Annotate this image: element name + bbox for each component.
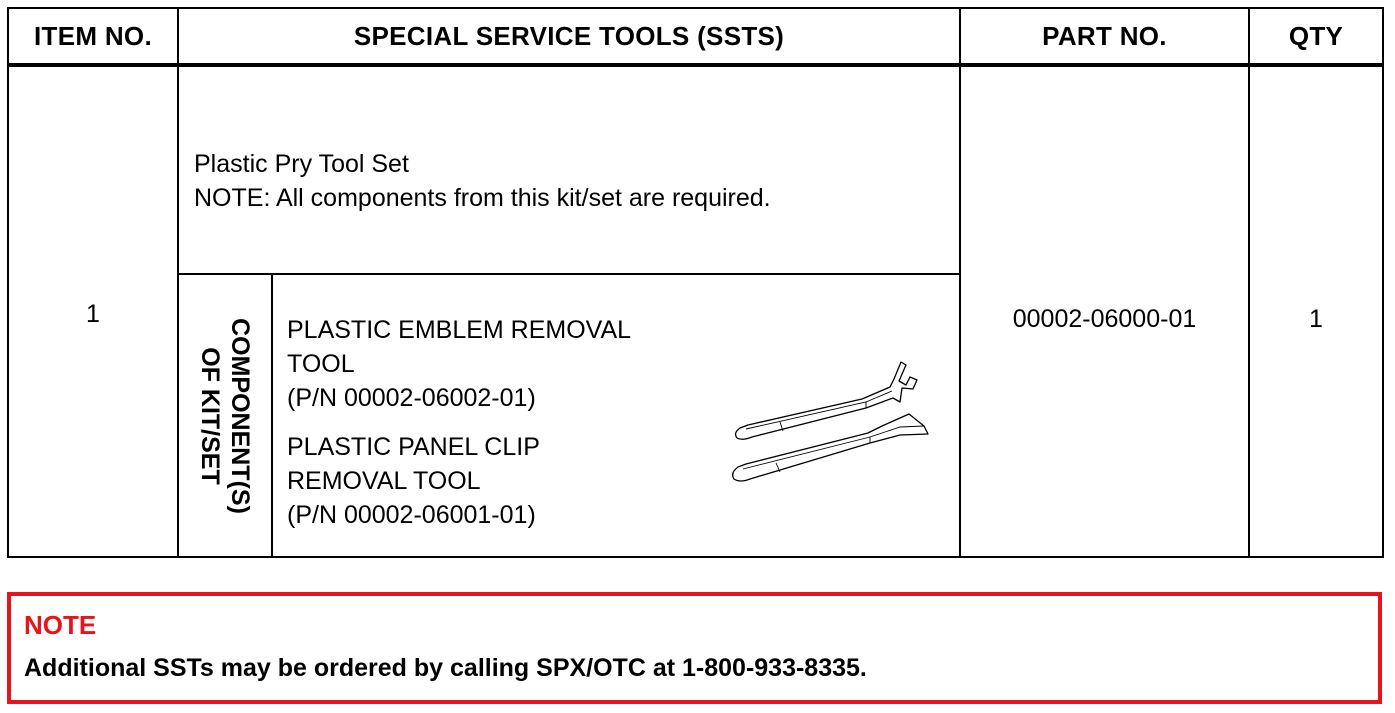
component-name-line1: PLASTIC EMBLEM REMOVAL [287,316,632,344]
header-qty: QTY [1249,8,1383,65]
header-part-no: PART NO. [960,8,1249,65]
tool-set-title: Plastic Pry Tool Set [194,150,409,178]
component-name-line2: TOOL [287,350,355,378]
components-label-cell [179,275,273,556]
component-name-line1: PLASTIC PANEL CLIP [287,433,540,461]
table-row [8,65,1383,557]
note-text: Additional SSTs may be ordered by calling SPX/OTC at 1-800-933-8335. [24,654,867,682]
sst-table [7,7,1384,558]
note-title: NOTE [24,610,97,640]
components-label: COMPONENT(S) OF KIT/SET [196,317,254,514]
component-item [287,313,727,415]
note-box [7,592,1382,704]
part-number: 00002-06000-01 [960,65,1249,557]
components-section [179,275,959,556]
component-part-number: (P/N 00002-06002-01) [287,384,536,412]
tool-set-note: NOTE: All components from this kit/set are required. [194,184,771,212]
quantity: 1 [1249,65,1383,557]
component-name-line2: REMOVAL TOOL [287,467,481,495]
components-list [273,275,959,556]
tool-description [179,67,959,275]
header-ssts: SPECIAL SERVICE TOOLS (SSTS) [178,8,960,65]
header-item-no: ITEM NO. [8,8,178,65]
header-row [8,8,1383,65]
tool-description-cell [178,65,960,557]
plastic-pry-tools-icon [728,355,933,485]
component-part-number: (P/N 00002-06001-01) [287,501,536,529]
component-item [287,430,727,532]
item-number: 1 [8,65,178,557]
